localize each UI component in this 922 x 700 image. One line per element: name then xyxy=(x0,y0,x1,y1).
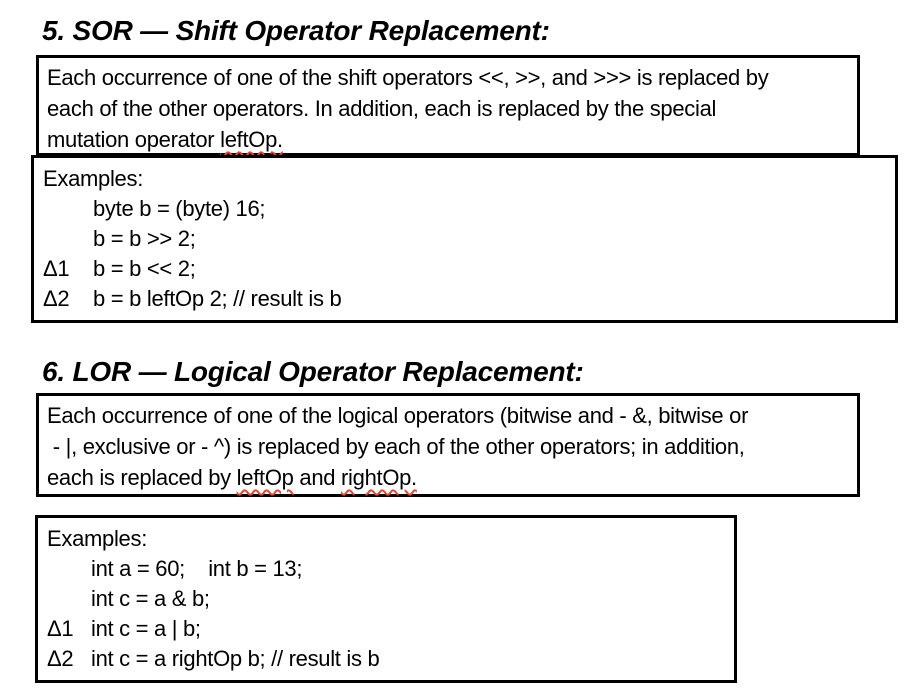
section-title-lor: 6. LOR — Logical Operator Replacement: xyxy=(42,356,584,387)
mutant-label xyxy=(43,224,93,254)
lor-description-line-1: Each occurrence of one of the logical operators (bitwise and - &, bitwise or xyxy=(47,403,749,428)
sor-line3-text: mutation operator xyxy=(47,127,221,152)
lor-line3-mid: and xyxy=(293,465,342,490)
mutant-label-delta1: Δ1 xyxy=(43,256,70,281)
code-text: int c = a & b; xyxy=(91,586,210,611)
misspelled-word-leftop: leftOp. xyxy=(220,127,283,152)
mutant-label xyxy=(47,584,91,614)
misspelled-word-rightop: rightOp. xyxy=(341,465,417,490)
lor-description-line-3 xyxy=(47,462,849,493)
lor-example-line xyxy=(47,584,726,614)
lor-examples-heading: Examples: xyxy=(47,526,148,551)
section-title-sor: 5. SOR — Shift Operator Replacement: xyxy=(42,15,550,46)
lor-example-line xyxy=(47,554,726,584)
code-text: int c = a | b; xyxy=(91,616,201,641)
sor-examples-box xyxy=(31,155,898,323)
sor-description-line-1: Each occurrence of one of the shift operators <<, >>, and >>> is replaced by xyxy=(47,65,769,90)
mutant-label xyxy=(47,554,91,584)
lor-line3-text: each is replaced by xyxy=(47,465,237,490)
sor-example-line xyxy=(43,194,887,224)
sor-description-line-2: each of the other operators. In addition, each is replaced by the special xyxy=(47,96,717,121)
lor-examples-box xyxy=(35,515,737,683)
sor-example-line xyxy=(43,284,887,314)
code-text: int c = a rightOp b; // result is b xyxy=(91,646,380,671)
code-text: byte b = (byte) 16; xyxy=(93,196,266,221)
mutant-label-delta1: Δ1 xyxy=(47,616,74,641)
sor-example-line xyxy=(43,254,887,284)
lor-example-line xyxy=(47,614,726,644)
sor-example-line xyxy=(43,224,887,254)
code-text: b = b << 2; xyxy=(93,256,196,281)
sor-description-box xyxy=(36,55,860,156)
sor-description-line-3 xyxy=(47,124,849,155)
mutant-label-delta2: Δ2 xyxy=(47,646,74,671)
sor-examples-heading: Examples: xyxy=(43,166,144,191)
mutant-label xyxy=(43,194,93,224)
code-text: int a = 60; int b = 13; xyxy=(91,556,303,581)
mutant-label-delta2: Δ2 xyxy=(43,286,70,311)
misspelled-word-leftop: leftOp xyxy=(236,465,294,490)
lor-example-line xyxy=(47,644,726,674)
code-text: b = b leftOp 2; // result is b xyxy=(93,286,342,311)
lor-description-line-2: - |, exclusive or - ^) is replaced by each of the other operators; in addition, xyxy=(47,434,745,459)
lor-description-box xyxy=(36,393,860,497)
code-text: b = b >> 2; xyxy=(93,226,196,251)
